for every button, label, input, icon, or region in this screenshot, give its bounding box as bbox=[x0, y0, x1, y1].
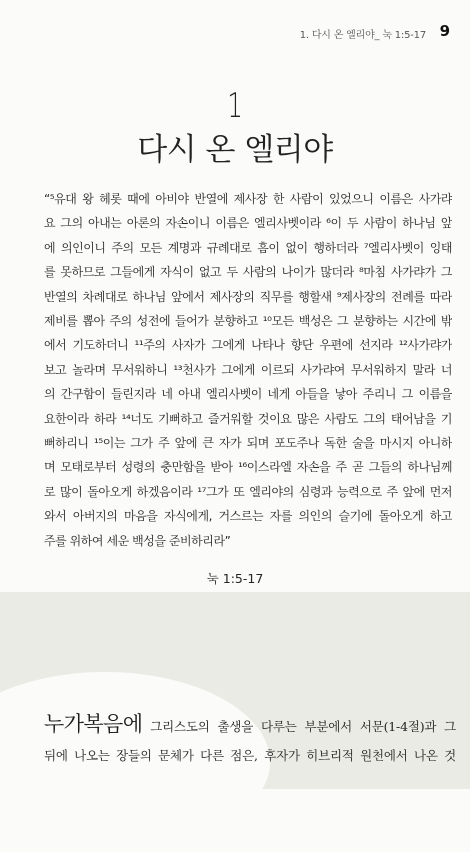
scripture-line: 요한이라 하라 ¹⁴너도 기뻐하고 즐거워할 것이요 많은 사람도 그의 태어남을 기 bbox=[44, 411, 452, 426]
scripture-line: 와서 아버지의 마음을 자식에게, 거스르는 자를 의인의 슬기에 돌아오게 하고 bbox=[44, 509, 452, 524]
chapter-number: 1 bbox=[227, 86, 243, 126]
commentary-text: 그리스도의 출생을 다루는 부분에서 서문(1-4절)과 그 bbox=[142, 719, 456, 734]
commentary bbox=[44, 710, 456, 770]
scripture-line: 에서 기도하더니 ¹¹주의 사자가 그에게 나타나 향단 우편에 선지라 ¹²사가랴가 bbox=[44, 338, 452, 353]
scripture-line: 주를 위하여 세운 백성을 준비하리라” bbox=[44, 533, 231, 548]
scripture-line: 반열의 차례대로 하나님 앞에서 제사장의 직무를 행할새 ⁹제사장의 전례를 따라 bbox=[44, 289, 452, 304]
scripture-line: 보고 놀라며 무서워하니 ¹³천사가 그에게 이르되 사가랴여 무서워하지 말라 너 bbox=[44, 362, 452, 377]
scripture-reference: 눅 1:5-17 bbox=[206, 571, 264, 586]
commentary-line: 뒤에 나오는 장들의 문체가 다른 점은, 후자가 히브리적 원천에서 나온 것 bbox=[44, 748, 456, 763]
page-header bbox=[0, 22, 470, 46]
scripture-line: 에 의인이니 주의 모든 계명과 규례대로 흠이 없이 행하더라 ⁷엘리사벳이 잉태 bbox=[44, 240, 452, 255]
running-head: 1. 다시 온 엘리야_ 눅 1:5-17 bbox=[299, 30, 426, 41]
scripture-line: 뻐하리니 ¹⁵이는 그가 주 앞에 큰 자가 되며 포도주나 독한 술을 마시지 아니하 bbox=[44, 436, 452, 451]
scripture-passage bbox=[44, 187, 452, 553]
scripture-line: “⁵유대 왕 헤롯 때에 아비야 반열에 제사장 한 사람이 있었으니 이름은 사가랴 bbox=[44, 192, 452, 206]
chapter-title: 다시 온 엘리야 bbox=[137, 132, 333, 168]
lead-word: 누가복음에 bbox=[44, 712, 143, 736]
scripture-line: 제비를 뽑아 주의 성전에 들어가 분향하고 ¹⁰모든 백성은 그 분향하는 시간에 밖 bbox=[44, 314, 452, 329]
scripture-line: 로 많이 돌아오게 하겠음이라 ¹⁷그가 또 엘리야의 심령과 능력으로 주 앞에 먼저 bbox=[44, 484, 452, 499]
scripture-line: 며 모태로부터 성령의 충만함을 받아 ¹⁶이스라엘 자손을 주 곧 그들의 하나님께 bbox=[44, 460, 452, 475]
scripture-line: 요 그의 아내는 아론의 자손이니 이름은 엘리사벳이라 ⁶이 두 사람이 하나님 앞 bbox=[44, 216, 452, 231]
commentary-line bbox=[44, 710, 456, 741]
scripture-line: 의 간구함이 들린지라 네 아내 엘리사벳이 네게 아들을 낳아 주리니 그 이름을 bbox=[44, 387, 452, 402]
scripture-line: 를 못하므로 그들에게 자식이 없고 두 사람의 나이가 많더라 ⁸마침 사가랴가 그 bbox=[44, 265, 452, 280]
page-number: 9 bbox=[439, 22, 450, 40]
